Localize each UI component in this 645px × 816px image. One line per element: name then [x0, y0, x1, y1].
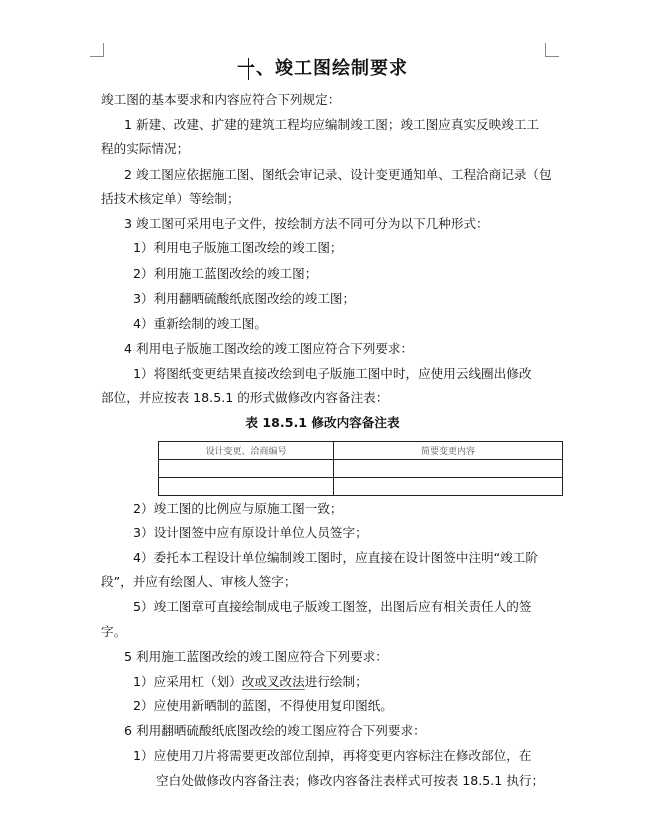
list-item-3-2: 2）利用施工蓝图改绘的竣工图；: [133, 266, 318, 281]
list-item-5-2: 2）应使用新晒制的蓝图，不得使用复印图纸。: [133, 698, 393, 713]
list-item-4-5-cont: 字。: [101, 624, 127, 639]
paragraph-line-item2-cont: 括技术核定单）等绘制；: [101, 191, 240, 206]
list-item-4-4: 4）委托本工程设计单位编制竣工图时，应直接在设计图签中注明“竣工阶: [133, 550, 538, 565]
paragraph-line-item5: 5 利用施工蓝图改绘的竣工图应符合下列要求：: [124, 649, 388, 664]
table-caption: 表 18.5.1 修改内容备注表: [245, 415, 400, 430]
paragraph-line-item1-cont: 程的实际情况；: [101, 141, 190, 156]
list-item-5-1: [133, 672, 368, 692]
list-item-4-3: 3）设计图签中应有原设计单位人员签字；: [133, 525, 368, 540]
paragraph-line-item4: 4 利用电子版施工图改绘的竣工图应符合下列要求：: [124, 341, 414, 356]
paragraph-line-item6: 6 利用翻晒硫酸纸底图改绘的竣工图应符合下列要求：: [124, 723, 426, 738]
paragraph-line-item3: 3 竣工图可采用电子文件，按绘制方法不同可分为以下几种形式：: [124, 216, 489, 231]
list-item-4-2: 2）竣工图的比例应与原施工图一致；: [133, 501, 343, 516]
table-header-cell: 简要变更内容: [334, 442, 563, 460]
list-item-4-1: 1）将图纸变更结果直接改绘到电子版施工图中时，应使用云线圈出修改: [133, 366, 532, 381]
list-item-4-4-cont: 段”，并应有绘图人、审核人签字；: [101, 574, 297, 589]
table-header-cell: 设计变更、洽商编号: [159, 442, 334, 460]
revision-notes-table: [158, 441, 563, 496]
list-item-3-4: 4）重新绘制的竣工图。: [133, 316, 267, 331]
list-item-5-1-prefix: 1）应采用杠（划）: [133, 674, 242, 689]
list-item-4-1-cont: 部位，并应按表 18.5.1 的形式做修改内容备注表：: [101, 390, 389, 405]
paragraph-line-intro: 竣工图的基本要求和内容应符合下列规定：: [101, 92, 341, 107]
crop-mark-top-left: [90, 43, 104, 57]
table-cell: [159, 460, 334, 478]
table-cell: [159, 478, 334, 496]
list-item-6-1-cont: 空白处做修改内容备注表；修改内容备注表样式可按表 18.5.1 执行；: [156, 773, 545, 788]
page-title: 一、竣工图绘制要求: [237, 58, 408, 79]
list-item-5-1-underlined: 改或叉改法: [241, 674, 305, 689]
list-item-4-5: 5）竣工图章可直接绘制成电子版竣工图签，出图后应有相关责任人的签: [133, 599, 532, 614]
list-item-5-1-suffix: 进行绘制；: [304, 674, 368, 689]
paragraph-line-item2: 2 竣工图应依据施工图、图纸会审记录、设计变更通知单、工程洽商记录（包: [124, 167, 552, 182]
crop-mark-top-right: [545, 43, 559, 57]
list-item-3-3: 3）利用翻晒硫酸纸底图改绘的竣工图；: [133, 291, 356, 306]
table-cell: [334, 460, 563, 478]
table-cell: [334, 478, 563, 496]
table-header-row: [159, 442, 563, 460]
table-row: [159, 460, 563, 478]
paragraph-line-item1: 1 新建、改建、扩建的建筑工程均应编制竣工图；竣工图应真实反映竣工工: [124, 117, 540, 132]
list-item-3-1: 1）利用电子版施工图改绘的竣工图；: [133, 240, 343, 255]
list-item-6-1: 1）应使用刀片将需要更改部位刮掉，再将变更内容标注在修改部位，在: [133, 748, 532, 763]
table-row: [159, 478, 563, 496]
